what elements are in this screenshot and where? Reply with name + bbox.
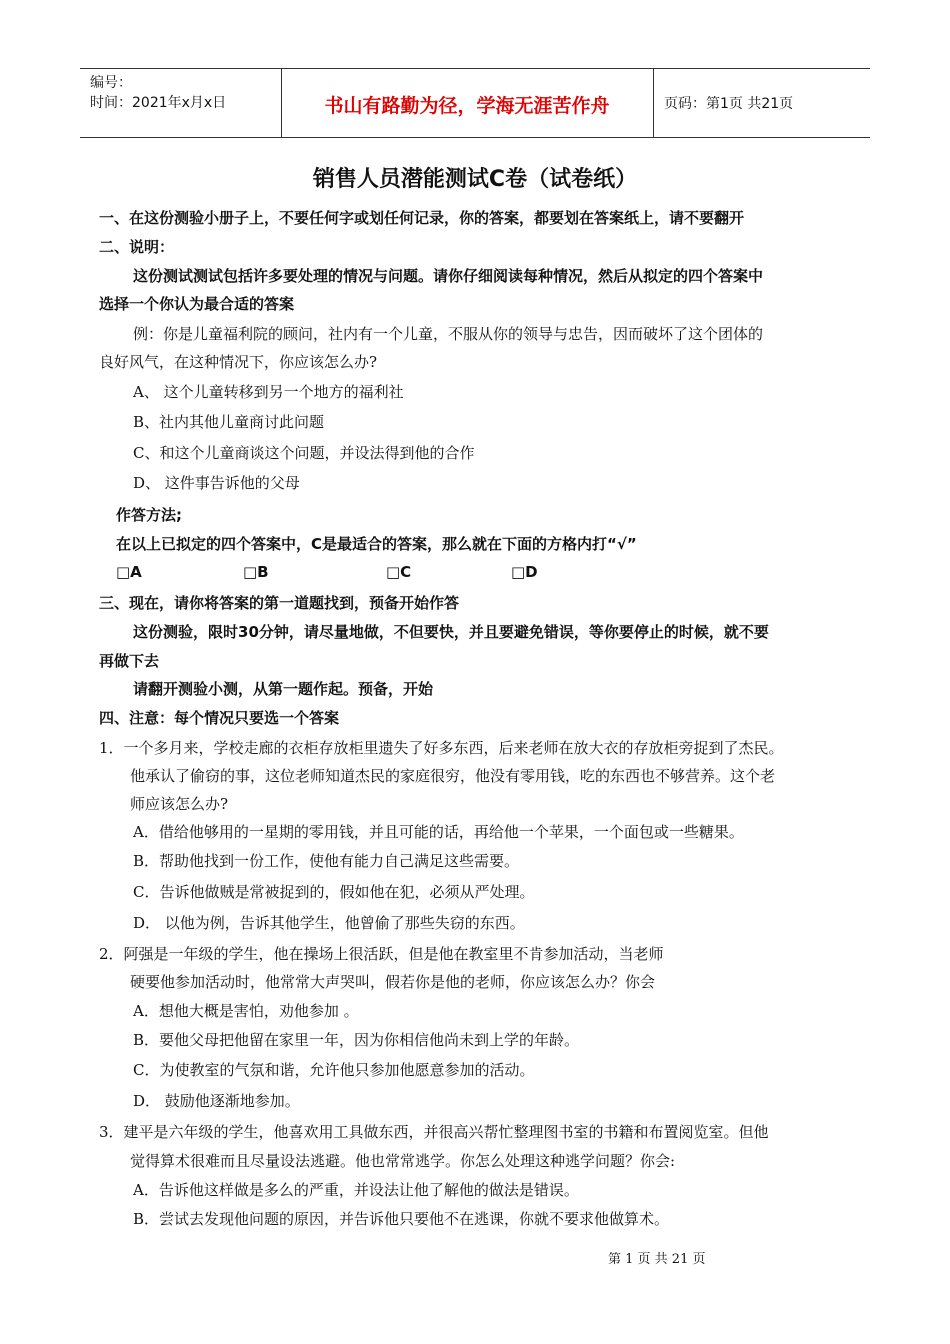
section2-intro-line2: 选择一个你认为最合适的答案 (99, 295, 295, 313)
section2-intro-line1: 这份测试测试包括许多要处理的情况与问题。请你仔细阅读每种情况，然后从拟定的四个答案中 (133, 267, 764, 285)
question3-line1: 3．建平是六年级的学生，他喜欢用工具做东西，并很高兴帮忙整理图书室的书籍和布置阅览室。但他 (99, 1123, 769, 1141)
question1-line2: 他承认了偷窃的事，这位老师知道杰民的家庭很穷，他没有零用钱，吃的东西也不够营养。这个老 (130, 767, 776, 785)
question1-option-a: A．借给他够用的一星期的零用钱，并且可能的话，再给他一个苹果，一个面包或一些糖果。 (133, 823, 744, 841)
question1-option-d: D． 以他为例，告诉其他学生，他曾偷了那些失窃的东西。 (133, 914, 525, 932)
example-option-c: C、和这个儿童商谈这个问题，并设法得到他的合作 (133, 444, 475, 462)
section3-line2: 再做下去 (99, 652, 160, 670)
example-option-b: B、社内其他儿童商讨此问题 (133, 413, 325, 431)
code-label: 编号： (90, 75, 132, 91)
date-label: 时间：2021年x月x日 (90, 95, 227, 111)
checkbox-a: □A (116, 563, 142, 581)
header-table (80, 68, 870, 138)
example-option-d: D、 这件事告诉他的父母 (133, 474, 300, 492)
question2-option-b: B．要他父母把他留在家里一年，因为你相信他尚未到上学的年龄。 (133, 1031, 580, 1049)
question3-option-b: B．尝试去发现他问题的原因，并告诉他只要他不在逃课，你就不要求他做算术。 (133, 1210, 670, 1228)
example-line1: 例：你是儿童福利院的顾问，社内有一个儿童，不服从你的领导与忠告，因而破坏了这个团体的 (133, 325, 764, 343)
method-text: 在以上已拟定的四个答案中，C是最适合的答案，那么就在下面的方格内打“√” (116, 535, 637, 553)
document-title: 销售人员潜能测试C卷（试卷纸） (312, 167, 638, 192)
page-footer: 第 1 页 共 21 页 (608, 1252, 706, 1267)
question2-option-c: C．为使教室的气氛和谐，允许他只参加他愿意参加的活动。 (133, 1061, 535, 1079)
section1-text: 一、在这份测验小册子上，不要任何字或划任何记录，你的答案，都要划在答案纸上，请不要翻开 (99, 209, 745, 227)
header-page-info: 页码：第1页 共21页 (664, 96, 794, 112)
section4-heading: 四、注意：每个情况只要选一个答案 (99, 709, 340, 727)
question1-option-c: C．告诉他做贼是常被捉到的，假如他在犯，必须从严处理。 (133, 883, 535, 901)
header-divider (653, 69, 654, 137)
section2-heading: 二、说明： (99, 238, 175, 256)
section3-line1: 这份测验，限时30分钟，请尽量地做，不但要快，并且要避免错误，等你要停止的时候，就不要 (133, 623, 769, 641)
checkbox-d: □D (511, 563, 538, 581)
example-option-a: A、 这个儿童转移到另一个地方的福利社 (133, 383, 404, 401)
checkbox-b: □B (243, 563, 269, 581)
section3-line3: 请翻开测验小测，从第一题作起。预备，开始 (133, 680, 434, 698)
question2-line1: 2．阿强是一年级的学生，他在操场上很活跃，但是他在教室里不肯参加活动，当老师 (99, 945, 664, 963)
question2-option-a: A．想他大概是害怕，劝他参加 。 (133, 1002, 359, 1020)
method-heading: 作答方法; (116, 506, 182, 524)
question1-line3: 师应该怎么办? (130, 795, 229, 813)
question1-line1: 1．一个多月来，学校走廊的衣柜存放柜里遗失了好多东西，后来老师在放大衣的存放柜旁捉到了杰民。 (99, 739, 784, 757)
question3-line2: 觉得算术很难而且尽量设法逃避。他也常常逃学。你怎么处理这种逃学问题？你会: (130, 1152, 676, 1170)
example-line2: 良好风气，在这种情况下，你应该怎么办? (99, 353, 378, 371)
section3-heading: 三、现在，请你将答案的第一道题找到，预备开始作答 (99, 594, 460, 612)
question2-option-d: D． 鼓励他逐渐地参加。 (133, 1092, 300, 1110)
header-motto: 书山有路勤为径，学海无涯苦作舟 (324, 95, 610, 117)
header-meta (90, 73, 226, 113)
question2-line2: 硬要他参加活动时，他常常大声哭叫，假若你是他的老师，你应该怎么办？你会 (130, 973, 656, 991)
question3-option-a: A．告诉他这样做是多么的严重，并设法让他了解他的做法是错误。 (133, 1181, 579, 1199)
question1-option-b: B．帮助他找到一份工作，使他有能力自己满足这些需要。 (133, 852, 520, 870)
checkbox-c: □C (386, 563, 412, 581)
